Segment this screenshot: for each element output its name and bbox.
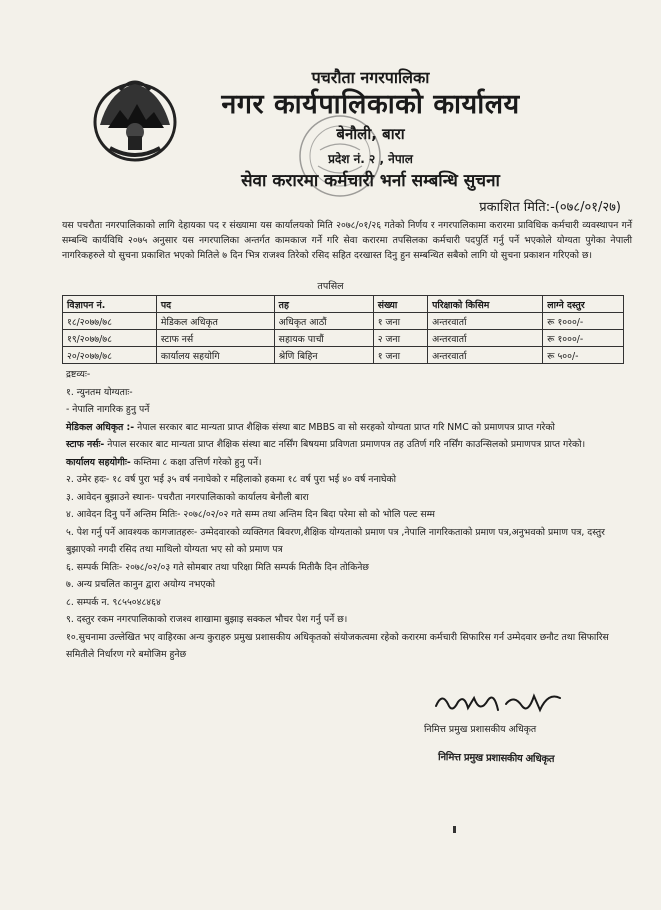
col-exam-type: परिक्षाको किसिम	[428, 296, 543, 313]
signatory-title: निमित्त प्रमुख प्रशासकीय अधिकृत	[424, 724, 537, 735]
office-title: नगर कार्यपालिकाको कार्यालय	[221, 89, 520, 120]
note-documents: ५. पेश गर्नु पर्ने आवश्यक कागजातहरुः- उम्मेदवारको व्यक्तिगत बिवरण,शैक्षिक योग्यताको प्रमाण पत्र ,नेपालि नागरिकताको प्रमाण पत्र,अनुभवको प्रमाण पत्र, दस्तुर बुझाएको नगदी रसिद तथा माथिलो योग्यता भए सो को प्रमाण पत्र	[66, 526, 605, 555]
cell-post: मेडिकल अधिकृत	[156, 313, 274, 330]
col-post: पद	[156, 296, 274, 313]
intro-paragraph: यस पचरौता नगरपालिकाको लागि देहायका पद र संख्यामा यस कार्यालयको मिति २०७८/०१/२६ गतेको निर्णय र नगरपालिकामा करारमा प्राविधिक कर्मचारी व्यवस्थापन गर्ने सम्बन्धि कार्यविधि २०७५ अनुसार यस नगरपालिका अन्तर्गत कामकाज गर्ने गरि सेवा करारमा तपसिलका कर्मचारी पदपुर्ति गर्नु पर्ने भएकोले योग्यता पुगेका नेपाली नागरिकहरुले यो सुचना प्रकाशित भएको मितिले ७ दिन भित्र राजश्व तिरेको रसिद सहित दरखास्त दिनु हुन सम्बन्धित सबैको लागि यो सुचना प्रकाशन गरिएको छ।	[62, 220, 632, 261]
cell-fee: रू ५००/-	[543, 347, 624, 364]
cell-exam-type: अन्तरवार्ता	[428, 330, 543, 347]
cell-count: १ जना	[373, 347, 427, 364]
table-caption: तपसिल	[317, 281, 344, 292]
col-level: तह	[274, 296, 373, 313]
col-count: संख्या	[373, 296, 427, 313]
table-row	[63, 347, 624, 364]
cell-count: १ जना	[373, 313, 427, 330]
cell-fee: रू १०००/-	[543, 313, 624, 330]
nurse-label: स्टाफ नर्सः-	[66, 439, 105, 450]
signatory-stamp: निमित्त प्रमुख प्रशासकीय अधिकृत	[437, 751, 555, 766]
office-helper-text: कम्तिमा ८ कक्षा उत्तिर्ण गरेको हुनु पर्ने।	[130, 456, 262, 468]
medical-text: नेपाल सरकार बाट मान्यता प्राप्त शैक्षिक संस्था बाट MBBS वा सो सरहको योग्यता प्राप्त गरि NMC को प्रमाणपत्र प्राप्त गरेको	[134, 421, 555, 433]
qualification-office-helper	[66, 454, 632, 472]
qualification-nurse	[66, 436, 632, 454]
cell-exam-type: अन्तरवार्ता	[428, 347, 543, 364]
province-ref: प्रदेश नं. २ , नेपाल	[328, 152, 413, 166]
table-row	[63, 330, 624, 347]
note-contact-number: ८. सम्पर्क न. ९८५५०४८४६४	[66, 596, 161, 608]
nurse-text: नेपाल सरकार बाट मान्यता प्राप्त शैक्षिक संस्था बाट नर्सिंग बिषयमा प्रविणता प्रमाणपत्र तह उतिर्ण गरि नर्सिंग काउन्सिलको प्रमाणपत्र प्राप्त गरेको।	[104, 439, 586, 450]
cell-level: सहायक पाचौं	[274, 330, 373, 347]
cell-post: स्टाफ नर्स	[156, 330, 274, 347]
notes-section	[66, 366, 632, 664]
note-contact-date: ६. सम्पर्क मितिः- २०७८/०२/०३ गते सोमबार तथा परिक्षा मिति सम्पर्क मितीकै दिन तोकिनेछ	[66, 561, 369, 573]
medical-label: मेडिकल अधिकृत :-	[66, 421, 135, 433]
qualification-citizen: - नेपालि नागरिक हुनु पर्ने	[66, 404, 150, 415]
vacancy-table	[62, 295, 624, 364]
cell-ad-no: २०/२०७७/७८	[63, 347, 157, 364]
note-submit-place: ३. आवेदन बुझाउने स्थानः- पचरौता नगरपालिकाको कार्यालय बेनौली बारा	[66, 491, 309, 503]
cell-exam-type: अन्तरवार्ता	[428, 313, 543, 330]
published-date: प्रकाशित मिति:-(०७८/०१/२७)	[479, 200, 621, 215]
office-location: बेनौली, बारा	[336, 125, 405, 143]
office-helper-label: कार्यालय सहयोगीः-	[66, 456, 131, 468]
note-age: २. उमेर हदः- १८ वर्ष पुरा भई ३५ वर्ष ननाघेको र महिलाको हकमा १८ वर्ष पुरा भई ४० वर्ष ननाघेको	[66, 474, 397, 485]
col-fee: लाग्ने दस्तुर	[543, 296, 624, 313]
qualification-medical	[66, 419, 632, 437]
col-ad-no: विज्ञापन नं.	[63, 296, 157, 313]
cell-level: अधिकृत आठौं	[274, 313, 373, 330]
notice-subject: सेवा करारमा कर्मचारी भर्ना सम्बन्धि सुचना	[241, 171, 500, 191]
note-committee: १०.सुचनामा उल्लेखित भए वाहिरका अन्य कुराहरु प्रमुख प्रशासकीय अधिकृतको संयोजकत्वमा रहेको करारमा कर्मचारी सिफारिस गर्न उम्मेदवार छनौट तथा सिफारिस समितीले निर्धारण गरे बमोजिम हुनेछ	[66, 631, 609, 660]
cell-count: २ जना	[373, 330, 427, 347]
cell-level: श्रेणि बिहिन	[274, 347, 373, 364]
cell-fee: रू १०००/-	[543, 330, 624, 347]
table-header-row	[63, 296, 624, 313]
note-last-date: ४. आवेदन दिनु पर्ने अन्तिम मितिः- २०७८/०२/०२ गते सम्म तथा अन्तिम दिन बिदा परेमा सो को भोलि पल्ट सम्म	[66, 509, 435, 520]
municipality-name: पचरौता नगरपालिका	[311, 68, 430, 87]
note-other-law: ७. अन्य प्रचलित कानुन द्वारा अयोग्य नभएको	[66, 579, 216, 590]
cell-post: कार्यालय सहयोगि	[156, 347, 274, 364]
ink-mark	[453, 826, 456, 833]
table-row	[63, 313, 624, 330]
notes-heading: द्रष्टव्यः-	[66, 369, 91, 380]
qualification-title: १. न्युनतम योग्यताः-	[66, 386, 133, 398]
note-fee: ९. दस्तुर रकम नगरपालिकाको राजश्व शाखामा बुझाइ सक्कल भौचर पेश गर्नु पर्ने छ।	[66, 614, 348, 625]
cell-ad-no: १९/२०७७/७८	[63, 330, 157, 347]
cell-ad-no: १८/२०७७/७८	[63, 313, 157, 330]
